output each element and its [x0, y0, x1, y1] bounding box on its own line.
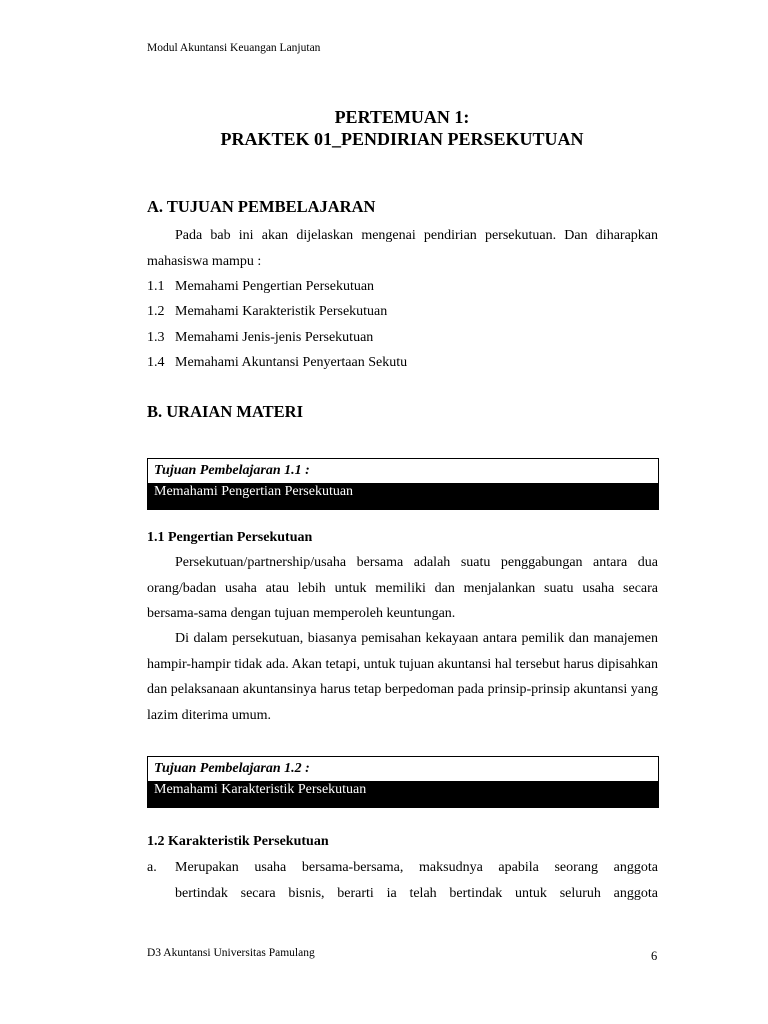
list-item [147, 855, 658, 906]
subsection-heading-1-1: 1.1 Pengertian Persekutuan [147, 530, 313, 545]
list-item [147, 299, 658, 324]
characteristics-list [147, 855, 658, 906]
body-paragraph-1 [147, 550, 658, 627]
paragraph-text: Di dalam persekutuan, biasanya pemisahan kekayaan antara pemilik dan manajemen hampir-hampir tidak ada. Akan tetapi, untuk tujuan akuntansi hal tersebut harus dipisahkan dan pelaksanaan akuntansinya harus tetap berpedoman pada prinsip-prinsip akuntansi yang lazim diterima umum. [147, 631, 658, 723]
title-line-1: PERTEMUAN 1: [334, 107, 470, 127]
item-letter: a. [147, 860, 157, 875]
item-line-2: bertindak secara bisnis, berarti ia telah bertindak untuk seluruh anggota [175, 885, 658, 901]
goal-label: Tujuan Pembelajaran 1.1 : [148, 459, 658, 483]
page-title [0, 106, 768, 150]
item-text [175, 855, 658, 906]
item-number: 1.1 [147, 279, 165, 294]
intro-text: Pada bab ini akan dijelaskan mengenai pendirian persekutuan. Dan diharapkan mahasiswa mampu : [147, 228, 658, 269]
learning-goal-box-2 [147, 756, 659, 808]
section-b-heading: B. URAIAN MATERI [147, 402, 303, 421]
section-a-heading: A. TUJUAN PEMBELAJARAN [147, 197, 376, 216]
paragraph-text: Persekutuan/partnership/usaha bersama adalah suatu penggabungan antara dua orang/badan usaha atau lebih untuk memiliki dan menjalankan suatu usaha secara bersama-sama dengan tujuan memperoleh keuntungan. [147, 555, 658, 621]
body-paragraph-2 [147, 626, 658, 728]
intro-paragraph [147, 223, 658, 274]
item-number: 1.4 [147, 354, 165, 370]
page-number: 6 [651, 949, 658, 963]
item-number: 1.2 [147, 304, 165, 320]
list-item [147, 274, 658, 299]
running-header: Modul Akuntansi Keuangan Lanjutan [147, 42, 321, 54]
item-number: 1.3 [147, 329, 165, 345]
title-line-2: PRAKTEK 01_PENDIRIAN PERSEKUTUAN [220, 129, 584, 149]
learning-goal-box-1 [147, 458, 659, 510]
list-item [147, 325, 658, 350]
item-text: Memahami Akuntansi Penyertaan Sekutu [175, 354, 408, 370]
goal-label: Tujuan Pembelajaran 1.2 : [148, 757, 658, 781]
objectives-list [147, 274, 658, 375]
item-text: Memahami Pengertian Persekutuan [175, 279, 375, 294]
item-text: Memahami Jenis-jenis Persekutuan [175, 329, 374, 345]
goal-text: Memahami Pengertian Persekutuan [148, 483, 658, 509]
footer-institution: D3 Akuntansi Universitas Pamulang [147, 947, 315, 959]
goal-text: Memahami Karakteristik Persekutuan [148, 781, 658, 807]
item-text: Memahami Karakteristik Persekutuan [175, 304, 388, 320]
item-line-1: Merupakan usaha bersama-bersama, maksudnya apabila seorang anggota [175, 860, 658, 875]
subsection-heading-1-2: 1.2 Karakteristik Persekutuan [147, 834, 329, 849]
list-item [147, 350, 658, 375]
